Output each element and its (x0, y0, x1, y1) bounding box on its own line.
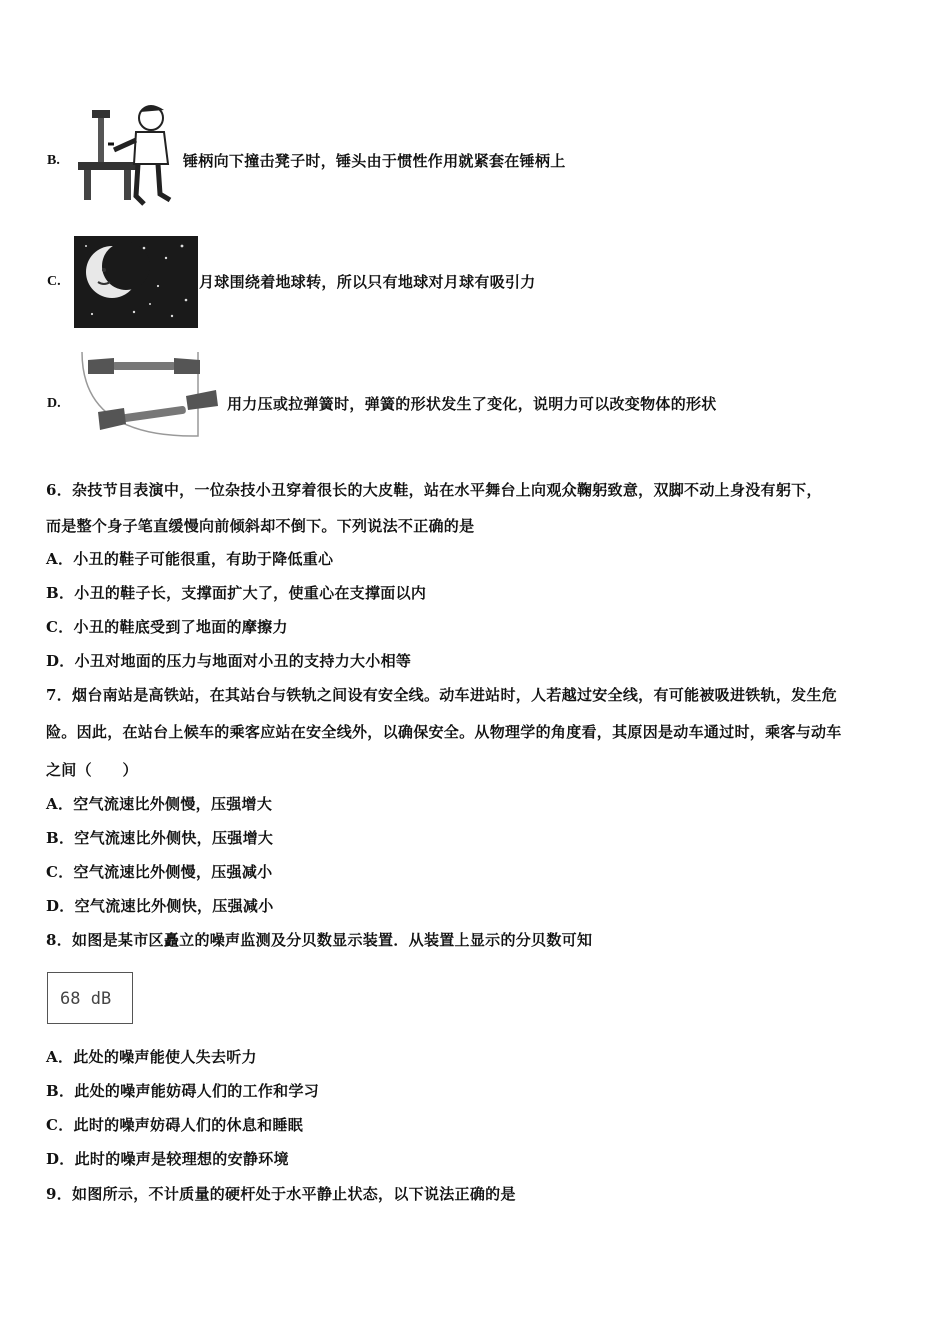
q6-stem-line2: 而是整个身子笔直缓慢向前倾斜却不倒下。下列说法不正确的是 (46, 517, 475, 535)
q6-option-d: D．小丑对地面的压力与地面对小丑的支持力大小相等 (46, 652, 412, 670)
q7-stem-line1: 7．烟台南站是高铁站，在其站台与铁轨之间设有安全线。动车进站时，人若越过安全线，有可能被吸进铁轨，发生危 (46, 686, 838, 704)
q8-stem: 8．如图是某市区矗立的噪声监测及分贝数显示装置．从装置上显示的分贝数可知 (46, 931, 593, 949)
option-d-letter: D. (47, 396, 61, 411)
option-b-letter: B. (47, 153, 60, 168)
option-d-text: 用力压或拉弹簧时，弹簧的形状发生了变化，说明力可以改变物体的形状 (227, 395, 717, 413)
option-c-letter: C. (47, 274, 61, 289)
q8-option-a: A．此处的噪声能使人失去听力 (46, 1048, 257, 1066)
decibel-display: 68 dB (47, 972, 133, 1024)
hands-spring-icon (78, 348, 224, 440)
moon-night-sky-icon (74, 236, 198, 328)
q7-option-b: B．空气流速比外侧快，压强增大 (46, 829, 274, 847)
q7-stem-line2: 险。因此，在站台上候车的乘客应站在安全线外，以确保安全。从物理学的角度看，其原因是动车通过时，乘客与动车 (46, 723, 842, 741)
option-c-text: 月球围绕着地球转，所以只有地球对月球有吸引力 (199, 273, 536, 291)
q7-option-a: A．空气流速比外侧慢，压强增大 (46, 795, 273, 813)
q6-option-b: B．小丑的鞋子长，支撑面扩大了，使重心在支撑面以内 (46, 584, 427, 602)
q7-option-d: D．空气流速比外侧快，压强减小 (46, 897, 274, 915)
option-b-text: 锤柄向下撞击凳子时，锤头由于惯性作用就紧套在锤柄上 (183, 152, 566, 170)
q8-option-b: B．此处的噪声能妨碍人们的工作和学习 (46, 1082, 320, 1100)
q8-option-c: C．此时的噪声妨碍人们的休息和睡眠 (46, 1116, 304, 1134)
q9-stem: 9．如图所示，不计质量的硬杆处于水平静止状态，以下说法正确的是 (46, 1185, 516, 1203)
hammer-bench-person-icon (78, 100, 182, 208)
q7-option-c: C．空气流速比外侧慢，压强减小 (46, 863, 273, 881)
q8-option-d: D．此时的噪声是较理想的安静环境 (46, 1150, 289, 1168)
q6-stem-line1: 6．杂技节目表演中，一位杂技小丑穿着很长的大皮鞋，站在水平舞台上向观众鞠躬致意，双脚不动上身没有躬下， (46, 481, 822, 499)
q6-option-a: A．小丑的鞋子可能很重，有助于降低重心 (46, 550, 334, 568)
q6-option-c: C．小丑的鞋底受到了地面的摩擦力 (46, 618, 288, 636)
q7-stem-line3: 之间（ ） (46, 761, 138, 779)
